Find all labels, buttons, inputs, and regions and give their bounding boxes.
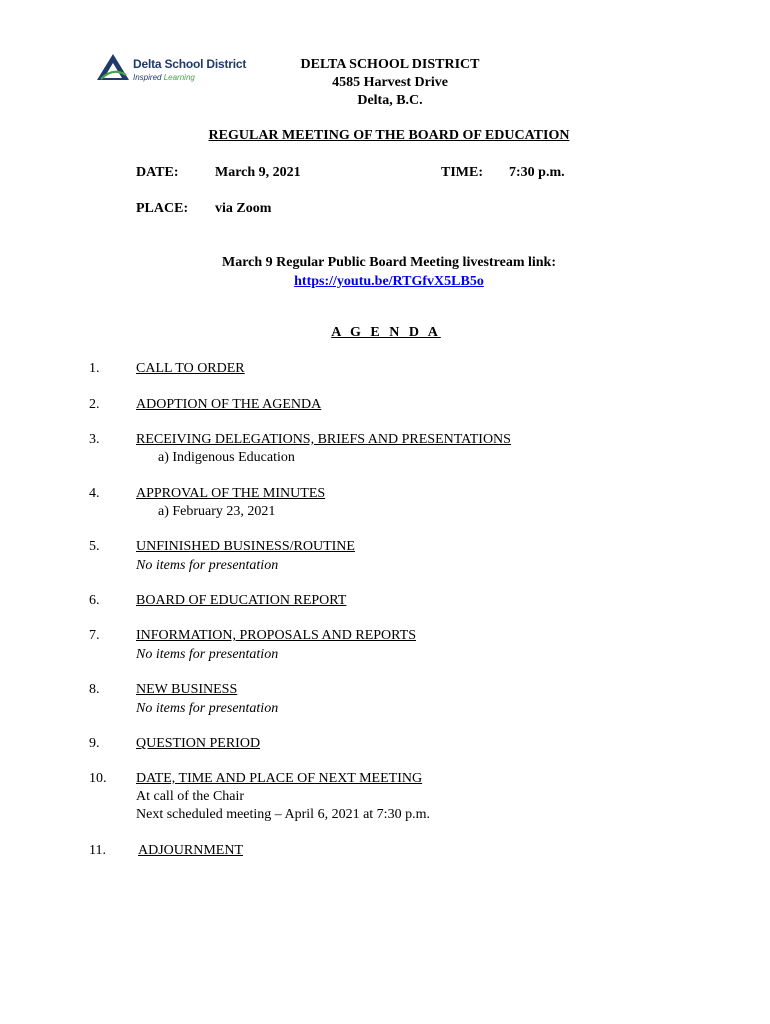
agenda-item-number: 3. (89, 432, 100, 447)
logo-tagline-learning: Learning (163, 73, 195, 82)
org-name: DELTA SCHOOL DISTRICT (300, 57, 480, 72)
logo-tagline (133, 73, 195, 82)
agenda-item-number: 4. (89, 486, 100, 501)
date-label: DATE: (136, 165, 179, 180)
agenda-item-number: 11. (89, 843, 106, 858)
agenda-item-number: 2. (89, 397, 100, 412)
agenda-item-title: QUESTION PERIOD (136, 736, 261, 751)
agenda-item-note: No items for presentation (136, 701, 279, 716)
agenda-item-note: No items for presentation (136, 558, 279, 573)
agenda-heading: A G E N D A (331, 325, 441, 340)
date-value: March 9, 2021 (215, 165, 301, 180)
agenda-item-title: UNFINISHED BUSINESS/ROUTINE (136, 539, 355, 554)
agenda-item-title: BOARD OF EDUCATION REPORT (136, 593, 347, 608)
agenda-item-number: 9. (89, 736, 100, 751)
agenda-subitem: a) February 23, 2021 (158, 504, 276, 519)
agenda-item-number: 1. (89, 361, 100, 376)
agenda-item-title: INFORMATION, PROPOSALS AND REPORTS (136, 628, 416, 643)
document-header (240, 56, 540, 110)
district-logo (96, 53, 256, 87)
agenda-item-title: RECEIVING DELEGATIONS, BRIEFS AND PRESENTATIONS (136, 432, 511, 447)
time-label: TIME: (441, 165, 483, 180)
delta-triangle-icon (96, 53, 130, 81)
livestream-text: March 9 Regular Public Board Meeting livestream link: (221, 255, 557, 270)
time-value: 7:30 p.m. (509, 165, 565, 180)
place-label: PLACE: (136, 201, 189, 216)
agenda-item-line: Next scheduled meeting – April 6, 2021 at 7:30 p.m. (136, 807, 430, 822)
org-address: 4585 Harvest Drive (332, 75, 448, 90)
agenda-item-number: 5. (89, 539, 100, 554)
livestream-block (0, 253, 770, 291)
place-value: via Zoom (215, 201, 272, 216)
meeting-title: REGULAR MEETING OF THE BOARD OF EDUCATION (208, 128, 570, 143)
agenda-item-title: DATE, TIME AND PLACE OF NEXT MEETING (136, 771, 423, 786)
agenda-item-number: 8. (89, 682, 100, 697)
agenda-item-line: At call of the Chair (136, 789, 245, 804)
agenda-subitem: a) Indigenous Education (158, 450, 295, 465)
org-city: Delta, B.C. (357, 93, 423, 108)
agenda-item-title: NEW BUSINESS (136, 682, 238, 697)
agenda-item-title: ADOPTION OF THE AGENDA (136, 397, 322, 412)
logo-name: Delta School District (133, 57, 247, 71)
agenda-item-title: ADJOURNMENT (138, 843, 243, 858)
agenda-item-title: APPROVAL OF THE MINUTES (136, 486, 326, 501)
livestream-link[interactable]: https://youtu.be/RTGfvX5LB5o (294, 274, 484, 289)
agenda-item-number: 10. (89, 771, 107, 786)
agenda-item-title: CALL TO ORDER (136, 361, 245, 376)
agenda-item-number: 6. (89, 593, 100, 608)
logo-tagline-inspired: Inspired (133, 73, 162, 82)
agenda-item-note: No items for presentation (136, 647, 279, 662)
agenda-item-number: 7. (89, 628, 100, 643)
